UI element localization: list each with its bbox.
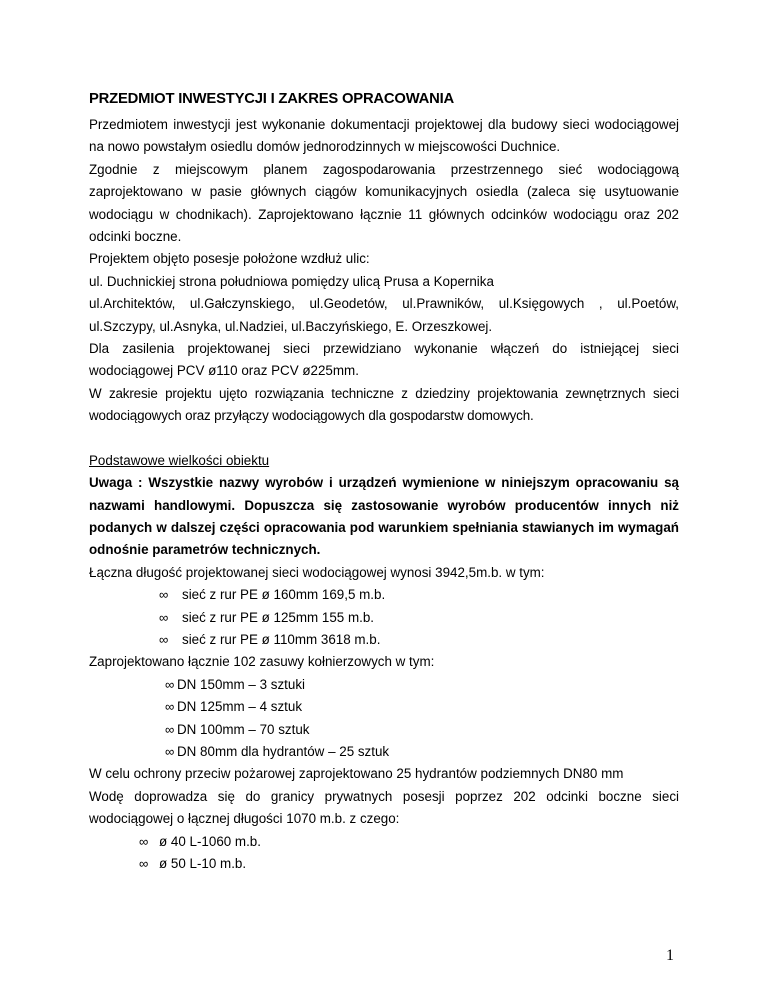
intro-paragraph-scope: W zakresie projektu ujęto rozwiązania techniczne z dziedziny projektowania zewnętrznych sieci wodociągowych oraz przyłączy wodociągowych dla gospodarstw domowych.	[89, 385, 679, 424]
list-item	[89, 741, 679, 763]
list-item	[89, 831, 679, 853]
list-item	[89, 607, 679, 629]
note-paragraph: Uwaga : Wszystkie nazwy wyrobów i urządzeń wymienione w niniejszym opracowaniu są nazwami handlowymi. Dopuszcza się zastosowanie wyrobów producentów innych niż podanych w dalszej części opracowania pod warunkiem spełniania stawianych im wymagań odnośnie parametrów technicznych.	[89, 475, 679, 558]
valve-item-dn125: DN 125mm – 4 sztuk	[177, 699, 303, 715]
valves-intro: Zaprojektowano łącznie 102 zasuwy kołnierzowych w tym:	[89, 654, 435, 670]
list-item	[89, 629, 679, 651]
infinity-bullet-icon: ∞	[139, 856, 149, 871]
intro-paragraph-streets-lead: Projektem objęto posesje położone wzdłuż ulic:	[89, 251, 370, 267]
list-item	[89, 853, 679, 875]
infinity-bullet-icon: ∞	[165, 676, 175, 692]
intro-paragraph-plan: Zgodnie z miejscowym planem zagospodarowania przestrzennego sieć wodociągową zaprojektowano w pasie głównych ciągów komunikacyjnych osiedla (zaleca się usytuowanie wodociągu w chodnikach). Zaprojektowano łącznie 11 głównych odcinków wodociągu oraz 202 odcinki boczne.	[89, 161, 679, 245]
network-length-intro: Łączna długość projektowanej sieci wodociągowej wynosi 3942,5m.b. w tym:	[89, 564, 545, 580]
list-item	[89, 674, 679, 696]
infinity-bullet-icon: ∞	[165, 743, 175, 759]
infinity-bullet-icon: ∞	[165, 721, 175, 737]
intro-paragraph-street-list: ul.Architektów, ul.Gałczynskiego, ul.Geodetów, ul.Prawników, ul.Księgowych , ul.Poetów, ul.Szczypy, ul.Asnyka, ul.Nadziei, ul.Baczyńskiego, E. Orzeszkowej.	[89, 296, 679, 334]
network-item-160: sieć z rur PE ø 160mm 169,5 m.b.	[182, 587, 386, 603]
network-item-125: sieć z rur PE ø 125mm 155 m.b.	[182, 609, 374, 625]
infinity-bullet-icon: ∞	[159, 609, 169, 625]
connection-item-40: ø 40 L-1060 m.b.	[159, 833, 261, 849]
infinity-bullet-icon: ∞	[159, 631, 169, 647]
network-item-110: sieć z rur PE ø 110mm 3618 m.b.	[182, 631, 381, 647]
page-number: 1	[666, 947, 674, 964]
infinity-bullet-icon: ∞	[139, 833, 149, 849]
valve-item-dn150: DN 150mm – 3 sztuki	[177, 676, 305, 692]
document-title: PRZEDMIOT INWESTYCJI I ZAKRES OPRACOWANIA	[89, 91, 455, 107]
valve-item-dn80: DN 80mm dla hydrantów – 25 sztuk	[177, 743, 390, 759]
list-item	[89, 696, 679, 718]
connection-item-50: ø 50 L-10 m.b.	[159, 856, 247, 871]
infinity-bullet-icon: ∞	[165, 699, 175, 715]
section-heading: Podstawowe wielkości obiektu	[89, 452, 270, 468]
intro-paragraph-connections: Dla zasilenia projektowanej sieci przewidziano wykonanie włączeń do istniejącej sieci wodociągowej PCV ø110 oraz PCV ø225mm.	[89, 341, 679, 379]
valve-item-dn100: DN 100mm – 70 sztuk	[177, 721, 310, 737]
connections-paragraph: Wodę doprowadza się do granicy prywatnych posesji poprzez 202 odcinki boczne sieci wodociągowej o łącznej długości 1070 m.b. z czego:	[89, 788, 679, 827]
paragraph-spacer	[89, 428, 679, 450]
hydrants-paragraph: W celu ochrony przeciw pożarowej zaprojektowano 25 hydrantów podziemnych DN80 mm	[89, 766, 624, 782]
document-body	[89, 89, 679, 875]
intro-paragraph-duchnicka: ul. Duchnickiej strona południowa pomiędzy ulicą Prusa a Kopernika	[89, 273, 494, 289]
list-item	[89, 584, 679, 606]
infinity-bullet-icon: ∞	[159, 587, 169, 603]
list-item	[89, 719, 679, 741]
intro-paragraph-investment: Przedmiotem inwestycji jest wykonanie dokumentacji projektowej dla budowy sieci wodociągowej na nowo powstałym osiedlu domów jednorodzinnych w miejscowości Duchnice.	[89, 117, 679, 155]
